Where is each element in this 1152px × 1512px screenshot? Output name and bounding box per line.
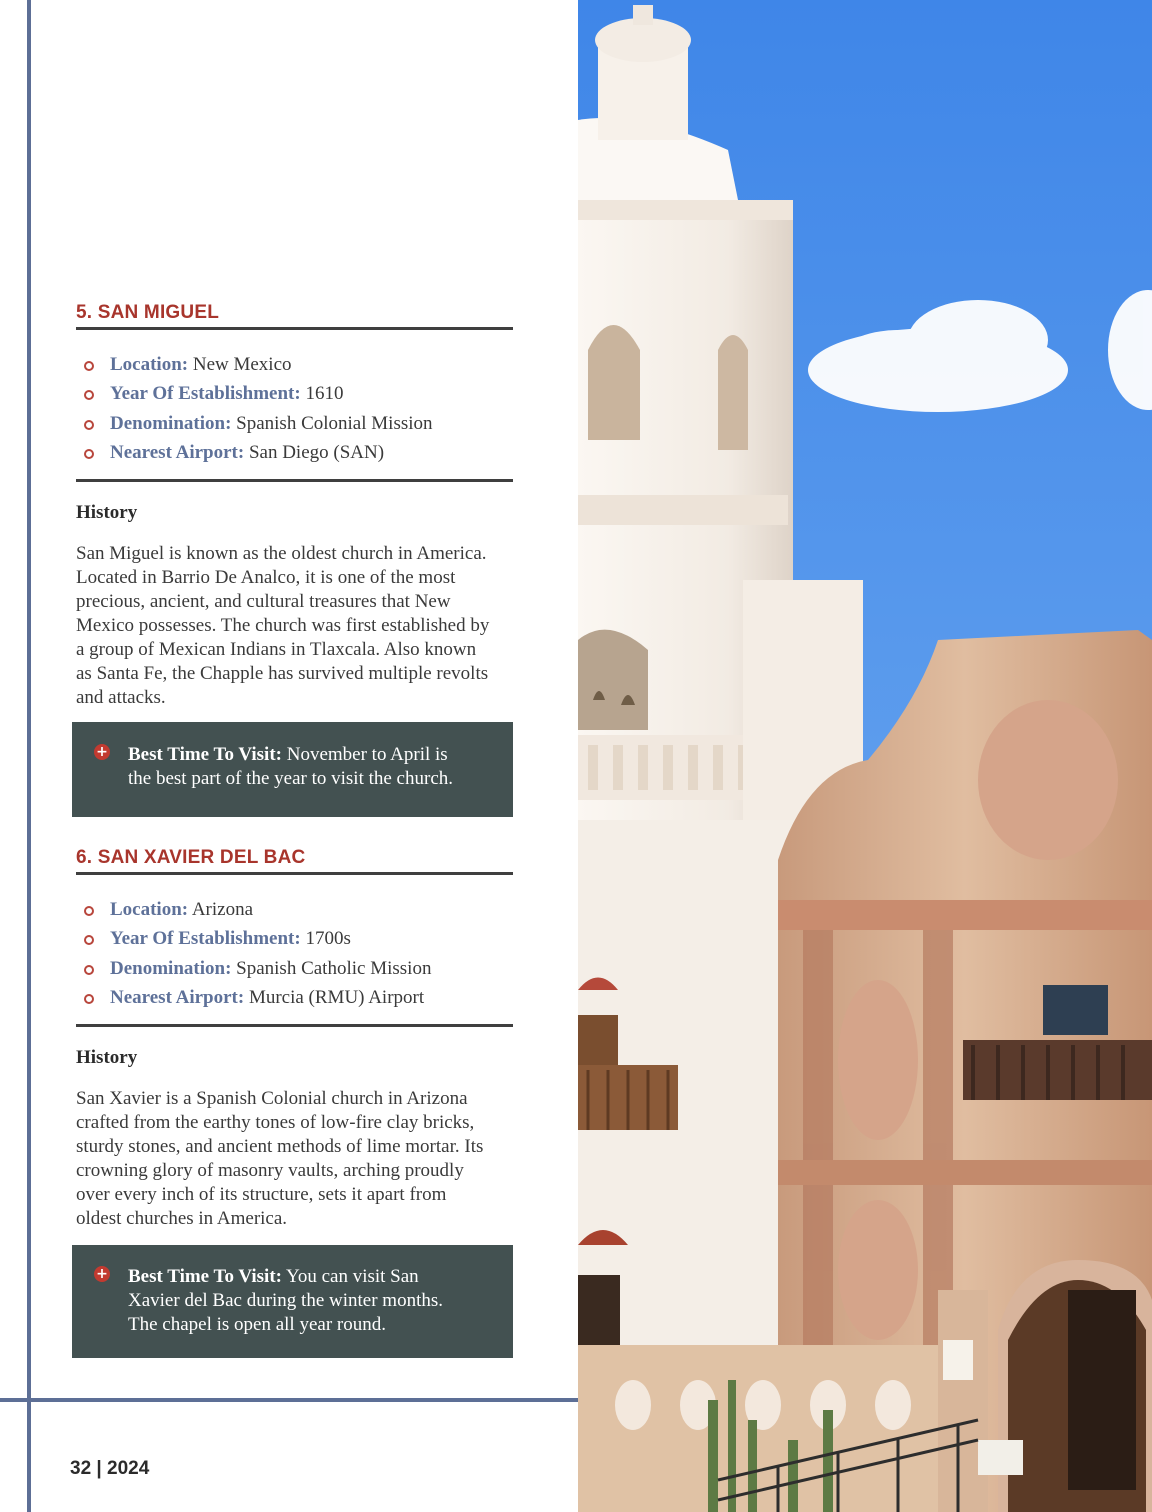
fact-location: Location: Arizona xyxy=(76,895,513,924)
footer-year: 2024 xyxy=(107,1458,150,1479)
facts-list xyxy=(76,875,513,1027)
circle-bullet-icon xyxy=(84,390,94,400)
plus-icon: + xyxy=(94,744,110,760)
section-title: 5. SAN MIGUEL xyxy=(76,300,513,330)
history-heading: History xyxy=(76,502,138,524)
page-footer xyxy=(70,1458,149,1480)
page-border-vertical xyxy=(27,0,31,1512)
fact-denomination: Denomination: Spanish Catholic Mission xyxy=(76,954,513,983)
circle-bullet-icon xyxy=(84,906,94,916)
best-time-box: + Best Time To Visit: You can visit San Xavier del Bac during the winter months. The chapel is open all year round. xyxy=(72,1245,513,1358)
circle-bullet-icon xyxy=(84,994,94,1004)
page-border-horizontal xyxy=(0,1398,578,1402)
circle-bullet-icon xyxy=(84,361,94,371)
fact-year: Year Of Establishment: 1700s xyxy=(76,924,513,953)
section-title: 6. SAN XAVIER DEL BAC xyxy=(76,845,513,875)
fact-airport: Nearest Airport: Murcia (RMU) Airport xyxy=(76,983,513,1012)
section-san-xavier xyxy=(76,845,513,1231)
circle-bullet-icon xyxy=(84,449,94,459)
circle-bullet-icon xyxy=(84,935,94,945)
circle-bullet-icon xyxy=(84,965,94,975)
mission-church-photo xyxy=(578,0,1152,1512)
facts-list xyxy=(76,330,513,482)
history-heading: History xyxy=(76,1047,138,1069)
circle-bullet-icon xyxy=(84,420,94,430)
footer-separator: | xyxy=(96,1458,102,1479)
fact-location: Location: New Mexico xyxy=(76,350,513,379)
fact-year: Year Of Establishment: 1610 xyxy=(76,379,513,408)
section-san-miguel xyxy=(76,300,513,710)
tip-label: Best Time To Visit: xyxy=(128,1266,282,1287)
best-time-box: + Best Time To Visit: November to April is the best part of the year to visit the church. xyxy=(72,722,513,817)
page-number: 32 xyxy=(70,1458,92,1479)
fact-denomination: Denomination: Spanish Colonial Mission xyxy=(76,409,513,438)
plus-icon: + xyxy=(94,1266,110,1282)
history-paragraph: San Xavier is a Spanish Colonial church in Arizona crafted from the earthy tones of low-fire clay bricks, sturdy stones, and ancient methods of lime mortar. Its crowning glory of masonry vaults, arching proudly over every inch of its structure, sets it apart from oldest churches in America. xyxy=(76,1088,484,1230)
history-paragraph: San Miguel is known as the oldest church in America. Located in Barrio De Analco, it is one of the most precious, ancient, and cultural treasures that New Mexico possesses. The church was first established by a group of Mexican Indians in Tlaxcala. Also known as Santa Fe, the Chapple has survived multiple revolts and attacks. xyxy=(76,543,490,709)
tip-label: Best Time To Visit: xyxy=(128,744,282,765)
fact-airport: Nearest Airport: San Diego (SAN) xyxy=(76,438,513,467)
